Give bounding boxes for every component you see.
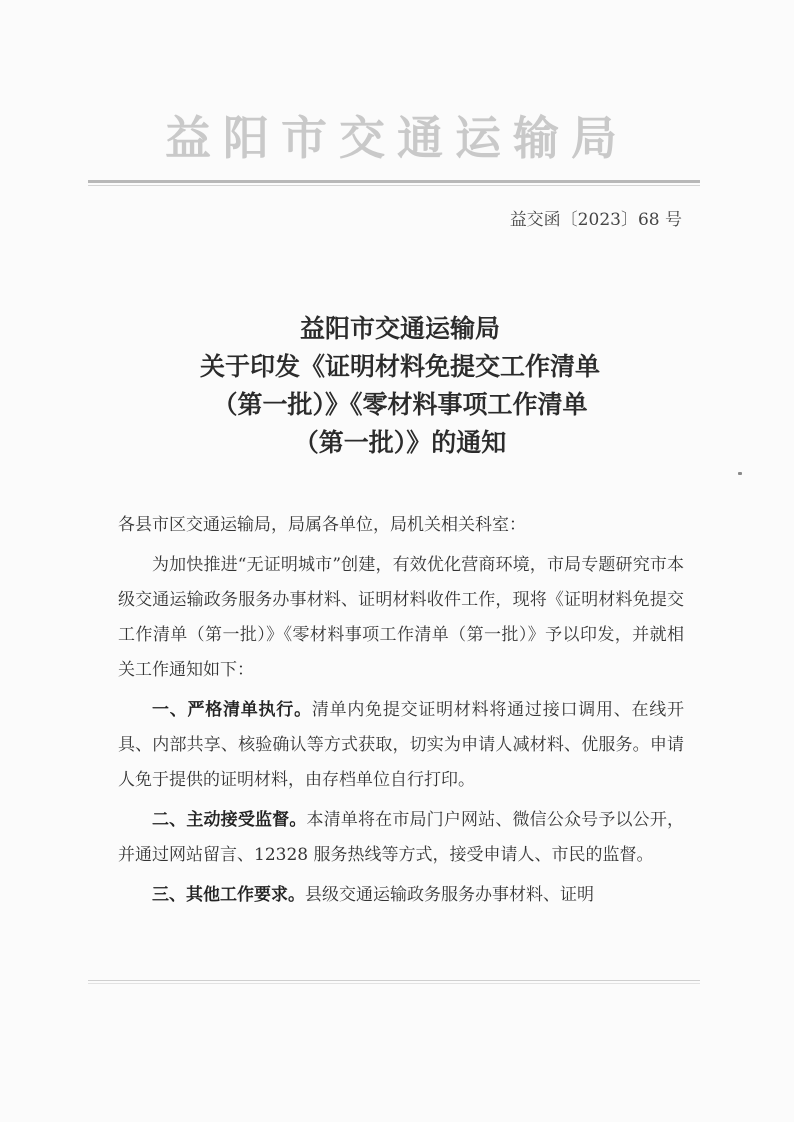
scan-speck <box>738 472 742 475</box>
title-line-2: 关于印发《证明材料免提交工作清单 <box>199 352 600 381</box>
section-3-heading: 三、其他工作要求。 <box>152 885 305 905</box>
title-line-3: （第一批）》《零材料事项工作清单 <box>212 390 588 419</box>
salutation: 各县市区交通运输局，局属各单位，局机关相关科室： <box>118 515 526 535</box>
footer-rule-secondary <box>88 983 700 984</box>
agency-letterhead: 益阳市交通运输局 <box>165 111 629 165</box>
letterhead-rule-thick <box>88 180 700 183</box>
title-line-4: （第一批）》的通知 <box>293 428 507 457</box>
document-body <box>118 508 684 913</box>
section-3-paragraph <box>118 878 684 913</box>
footer-rule <box>88 980 700 981</box>
section-2-heading: 二、主动接受监督。 <box>152 810 307 830</box>
section-2-text: 本清单将在市局门户网站、微信公众号予以公开，并通过网站留言、12328 服务热线等方式，接受申请人、市民的监督。 <box>118 810 684 865</box>
section-1-paragraph <box>118 693 684 798</box>
document-number: 益交函〔2023〕68 号 <box>509 210 682 230</box>
section-1-text: 清单内免提交证明材料将通过接口调用、在线开具、内部共享、核验确认等方式获取，切实为申请人减材料、优服务。申请人免于提供的证明材料，由存档单位自行打印。 <box>118 700 684 790</box>
letterhead-rule-thin <box>88 185 700 186</box>
section-3-text: 县级交通运输政务服务办事材料、证明 <box>305 885 594 905</box>
intro-paragraph: 为加快推进“无证明城市”创建，有效优化营商环境，市局专题研究市本级交通运输政务服务办事材料、证明材料收件工作，现将《证明材料免提交工作清单（第一批）》《零材料事项工作清单（第一批）》予以印发，并就相关工作通知如下： <box>118 555 684 680</box>
document-title <box>120 310 680 462</box>
section-1-heading: 一、严格清单执行。 <box>152 700 312 720</box>
section-2-paragraph <box>118 803 684 873</box>
title-line-1: 益阳市交通运输局 <box>299 314 500 343</box>
